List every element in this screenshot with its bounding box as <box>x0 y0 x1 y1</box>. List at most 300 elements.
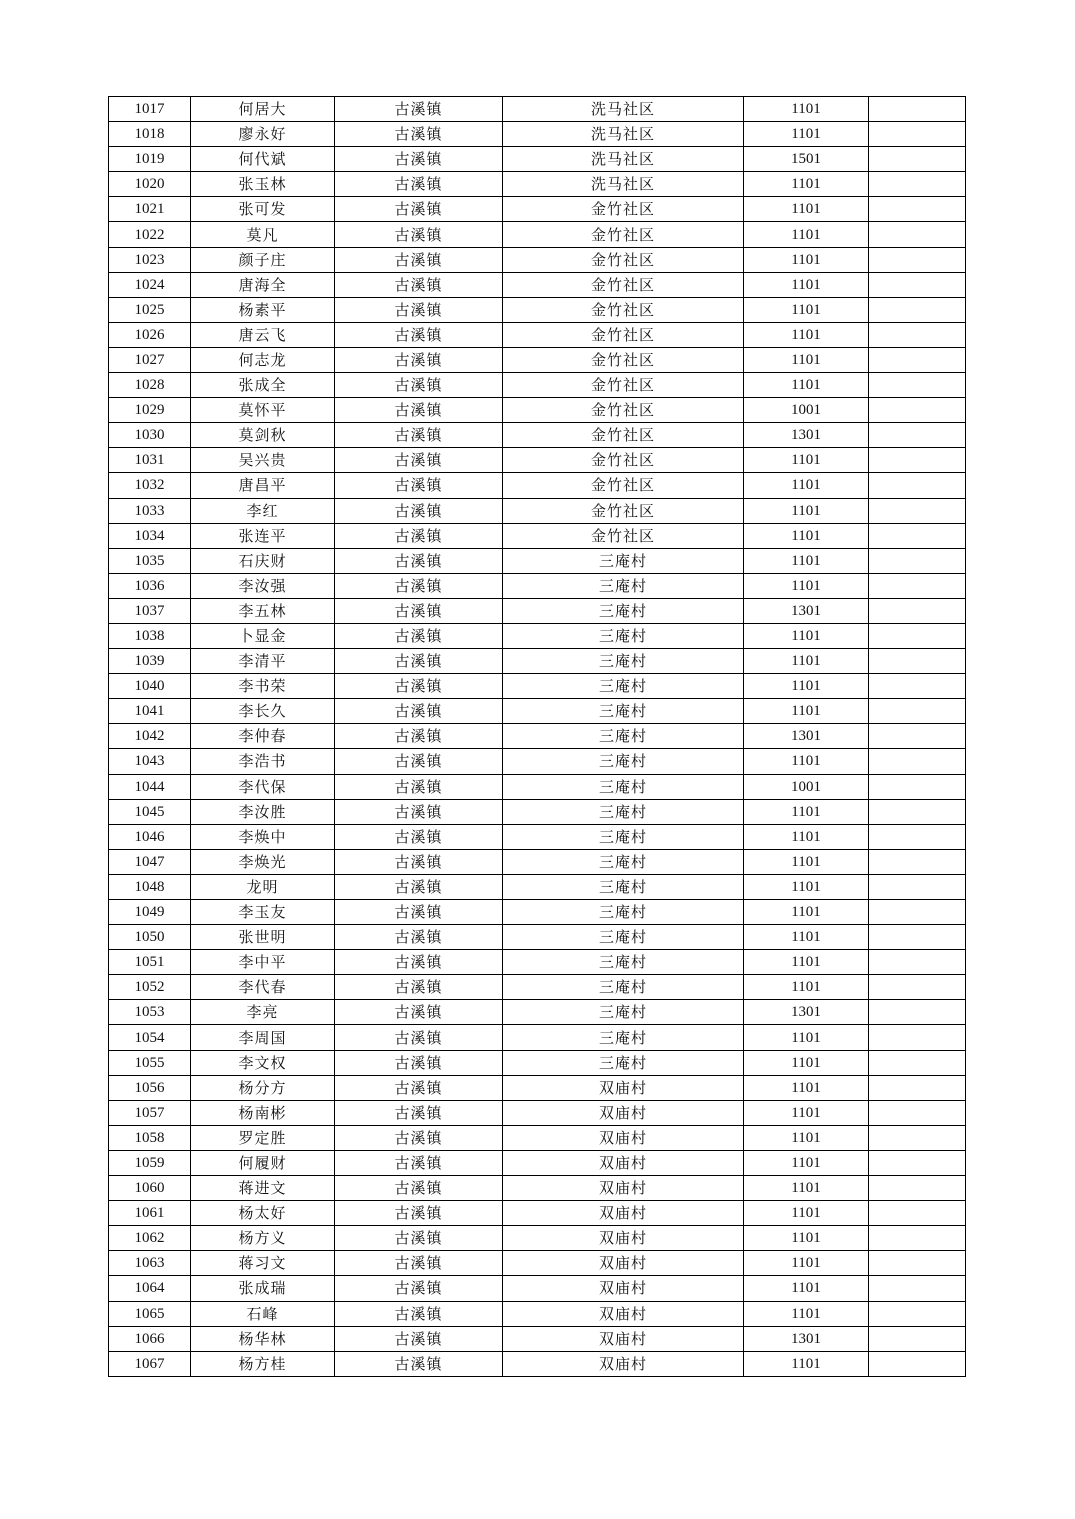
row-number-cell: 1027 <box>109 347 191 372</box>
row-number-cell: 1022 <box>109 222 191 247</box>
table-row <box>109 849 966 874</box>
note-cell <box>869 975 966 1000</box>
code-cell: 1001 <box>744 774 869 799</box>
town-cell: 古溪镇 <box>335 1050 503 1075</box>
town-cell: 古溪镇 <box>335 498 503 523</box>
town-cell: 古溪镇 <box>335 1201 503 1226</box>
table-row <box>109 473 966 498</box>
community-cell: 双庙村 <box>503 1226 744 1251</box>
code-cell: 1301 <box>744 1326 869 1351</box>
note-cell <box>869 1150 966 1175</box>
code-cell: 1101 <box>744 799 869 824</box>
town-cell: 古溪镇 <box>335 1351 503 1376</box>
table-row <box>109 1125 966 1150</box>
community-cell: 金竹社区 <box>503 423 744 448</box>
code-cell: 1101 <box>744 272 869 297</box>
person-name-cell: 李亮 <box>191 1000 335 1025</box>
code-cell: 1101 <box>744 900 869 925</box>
community-cell: 金竹社区 <box>503 398 744 423</box>
town-cell: 古溪镇 <box>335 247 503 272</box>
community-cell: 双庙村 <box>503 1176 744 1201</box>
table-row <box>109 297 966 322</box>
row-number-cell: 1064 <box>109 1276 191 1301</box>
code-cell: 1101 <box>744 97 869 122</box>
person-name-cell: 杨方义 <box>191 1226 335 1251</box>
town-cell: 古溪镇 <box>335 724 503 749</box>
note-cell <box>869 272 966 297</box>
table-row <box>109 699 966 724</box>
table-row <box>109 423 966 448</box>
note-cell <box>869 523 966 548</box>
person-name-cell: 何代斌 <box>191 147 335 172</box>
table-row <box>109 749 966 774</box>
code-cell: 1101 <box>744 122 869 147</box>
note-cell <box>869 347 966 372</box>
row-number-cell: 1029 <box>109 398 191 423</box>
row-number-cell: 1066 <box>109 1326 191 1351</box>
table-row <box>109 598 966 623</box>
person-name-cell: 唐云飞 <box>191 322 335 347</box>
community-cell: 三庵村 <box>503 699 744 724</box>
table-row <box>109 1351 966 1376</box>
note-cell <box>869 950 966 975</box>
row-number-cell: 1052 <box>109 975 191 1000</box>
person-name-cell: 杨南彬 <box>191 1100 335 1125</box>
row-number-cell: 1018 <box>109 122 191 147</box>
row-number-cell: 1055 <box>109 1050 191 1075</box>
town-cell: 古溪镇 <box>335 97 503 122</box>
table-row <box>109 498 966 523</box>
table-row <box>109 799 966 824</box>
table-row <box>109 272 966 297</box>
community-cell: 三庵村 <box>503 674 744 699</box>
code-cell: 1101 <box>744 1276 869 1301</box>
person-name-cell: 何志龙 <box>191 347 335 372</box>
town-cell: 古溪镇 <box>335 297 503 322</box>
community-cell: 金竹社区 <box>503 247 744 272</box>
person-name-cell: 罗定胜 <box>191 1125 335 1150</box>
row-number-cell: 1032 <box>109 473 191 498</box>
table-row <box>109 649 966 674</box>
community-cell: 三庵村 <box>503 950 744 975</box>
community-cell: 金竹社区 <box>503 297 744 322</box>
table-row <box>109 197 966 222</box>
person-name-cell: 杨分方 <box>191 1075 335 1100</box>
row-number-cell: 1033 <box>109 498 191 523</box>
table-row <box>109 1100 966 1125</box>
row-number-cell: 1048 <box>109 874 191 899</box>
note-cell <box>869 1326 966 1351</box>
row-number-cell: 1021 <box>109 197 191 222</box>
note-cell <box>869 197 966 222</box>
town-cell: 古溪镇 <box>335 1075 503 1100</box>
town-cell: 古溪镇 <box>335 548 503 573</box>
table-row <box>109 1276 966 1301</box>
community-cell: 三庵村 <box>503 824 744 849</box>
community-cell: 双庙村 <box>503 1150 744 1175</box>
row-number-cell: 1059 <box>109 1150 191 1175</box>
code-cell: 1101 <box>744 448 869 473</box>
note-cell <box>869 122 966 147</box>
note-cell <box>869 247 966 272</box>
town-cell: 古溪镇 <box>335 598 503 623</box>
community-cell: 金竹社区 <box>503 373 744 398</box>
table-row <box>109 147 966 172</box>
community-cell: 金竹社区 <box>503 473 744 498</box>
row-number-cell: 1034 <box>109 523 191 548</box>
note-cell <box>869 724 966 749</box>
row-number-cell: 1025 <box>109 297 191 322</box>
code-cell: 1101 <box>744 1176 869 1201</box>
table-row <box>109 674 966 699</box>
code-cell: 1101 <box>744 1075 869 1100</box>
code-cell: 1101 <box>744 573 869 598</box>
town-cell: 古溪镇 <box>335 172 503 197</box>
person-name-cell: 李汝强 <box>191 573 335 598</box>
community-cell: 洗马社区 <box>503 147 744 172</box>
table-row <box>109 398 966 423</box>
code-cell: 1301 <box>744 1000 869 1025</box>
note-cell <box>869 573 966 598</box>
community-cell: 双庙村 <box>503 1276 744 1301</box>
town-cell: 古溪镇 <box>335 975 503 1000</box>
row-number-cell: 1020 <box>109 172 191 197</box>
town-cell: 古溪镇 <box>335 473 503 498</box>
row-number-cell: 1024 <box>109 272 191 297</box>
note-cell <box>869 900 966 925</box>
note-cell <box>869 97 966 122</box>
person-name-cell: 颜子庄 <box>191 247 335 272</box>
row-number-cell: 1057 <box>109 1100 191 1125</box>
community-cell: 金竹社区 <box>503 498 744 523</box>
town-cell: 古溪镇 <box>335 1025 503 1050</box>
note-cell <box>869 498 966 523</box>
note-cell <box>869 849 966 874</box>
person-name-cell: 张世明 <box>191 925 335 950</box>
table-row <box>109 523 966 548</box>
town-cell: 古溪镇 <box>335 824 503 849</box>
code-cell: 1101 <box>744 874 869 899</box>
row-number-cell: 1019 <box>109 147 191 172</box>
person-name-cell: 张成全 <box>191 373 335 398</box>
person-name-cell: 莫剑秋 <box>191 423 335 448</box>
note-cell <box>869 1100 966 1125</box>
person-name-cell: 李书荣 <box>191 674 335 699</box>
person-name-cell: 莫怀平 <box>191 398 335 423</box>
note-cell <box>869 473 966 498</box>
person-name-cell: 杨方桂 <box>191 1351 335 1376</box>
table-row <box>109 247 966 272</box>
note-cell <box>869 674 966 699</box>
row-number-cell: 1030 <box>109 423 191 448</box>
town-cell: 古溪镇 <box>335 573 503 598</box>
note-cell <box>869 649 966 674</box>
code-cell: 1101 <box>744 1301 869 1326</box>
row-number-cell: 1037 <box>109 598 191 623</box>
code-cell: 1101 <box>744 498 869 523</box>
person-name-cell: 张连平 <box>191 523 335 548</box>
row-number-cell: 1046 <box>109 824 191 849</box>
table-row <box>109 373 966 398</box>
row-number-cell: 1054 <box>109 1025 191 1050</box>
row-number-cell: 1041 <box>109 699 191 724</box>
note-cell <box>869 1301 966 1326</box>
community-cell: 三庵村 <box>503 1025 744 1050</box>
community-cell: 金竹社区 <box>503 222 744 247</box>
code-cell: 1301 <box>744 598 869 623</box>
code-cell: 1101 <box>744 197 869 222</box>
table-row <box>109 1025 966 1050</box>
row-number-cell: 1047 <box>109 849 191 874</box>
code-cell: 1501 <box>744 147 869 172</box>
community-cell: 三庵村 <box>503 925 744 950</box>
code-cell: 1101 <box>744 1150 869 1175</box>
code-cell: 1101 <box>744 623 869 648</box>
town-cell: 古溪镇 <box>335 272 503 297</box>
town-cell: 古溪镇 <box>335 925 503 950</box>
code-cell: 1101 <box>744 548 869 573</box>
row-number-cell: 1049 <box>109 900 191 925</box>
row-number-cell: 1053 <box>109 1000 191 1025</box>
town-cell: 古溪镇 <box>335 849 503 874</box>
table-row <box>109 97 966 122</box>
person-name-cell: 李长久 <box>191 699 335 724</box>
person-name-cell: 蒋进文 <box>191 1176 335 1201</box>
town-cell: 古溪镇 <box>335 900 503 925</box>
code-cell: 1101 <box>744 1125 869 1150</box>
town-cell: 古溪镇 <box>335 1226 503 1251</box>
code-cell: 1101 <box>744 297 869 322</box>
note-cell <box>869 1000 966 1025</box>
town-cell: 古溪镇 <box>335 523 503 548</box>
row-number-cell: 1038 <box>109 623 191 648</box>
person-name-cell: 唐昌平 <box>191 473 335 498</box>
note-cell <box>869 1025 966 1050</box>
table-row <box>109 874 966 899</box>
code-cell: 1101 <box>744 849 869 874</box>
community-cell: 三庵村 <box>503 975 744 1000</box>
table-row <box>109 122 966 147</box>
note-cell <box>869 322 966 347</box>
town-cell: 古溪镇 <box>335 222 503 247</box>
row-number-cell: 1042 <box>109 724 191 749</box>
town-cell: 古溪镇 <box>335 699 503 724</box>
note-cell <box>869 1176 966 1201</box>
town-cell: 古溪镇 <box>335 950 503 975</box>
town-cell: 古溪镇 <box>335 1301 503 1326</box>
code-cell: 1101 <box>744 1025 869 1050</box>
table-row <box>109 222 966 247</box>
town-cell: 古溪镇 <box>335 1176 503 1201</box>
table-row <box>109 824 966 849</box>
town-cell: 古溪镇 <box>335 649 503 674</box>
note-cell <box>869 1276 966 1301</box>
person-name-cell: 张玉林 <box>191 172 335 197</box>
person-name-cell: 龙明 <box>191 874 335 899</box>
note-cell <box>869 598 966 623</box>
person-name-cell: 廖永好 <box>191 122 335 147</box>
person-name-cell: 李五林 <box>191 598 335 623</box>
row-number-cell: 1044 <box>109 774 191 799</box>
code-cell: 1101 <box>744 473 869 498</box>
note-cell <box>869 774 966 799</box>
row-number-cell: 1058 <box>109 1125 191 1150</box>
table-row <box>109 1075 966 1100</box>
town-cell: 古溪镇 <box>335 322 503 347</box>
table-row <box>109 774 966 799</box>
table-row <box>109 623 966 648</box>
community-cell: 金竹社区 <box>503 448 744 473</box>
row-number-cell: 1017 <box>109 97 191 122</box>
person-name-cell: 李中平 <box>191 950 335 975</box>
note-cell <box>869 423 966 448</box>
person-name-cell: 张可发 <box>191 197 335 222</box>
person-name-cell: 张成瑞 <box>191 1276 335 1301</box>
table-row <box>109 573 966 598</box>
row-number-cell: 1051 <box>109 950 191 975</box>
row-number-cell: 1035 <box>109 548 191 573</box>
community-cell: 三庵村 <box>503 598 744 623</box>
community-cell: 双庙村 <box>503 1201 744 1226</box>
table-row <box>109 322 966 347</box>
row-number-cell: 1040 <box>109 674 191 699</box>
code-cell: 1101 <box>744 1201 869 1226</box>
town-cell: 古溪镇 <box>335 799 503 824</box>
town-cell: 古溪镇 <box>335 1000 503 1025</box>
community-cell: 三庵村 <box>503 724 744 749</box>
code-cell: 1101 <box>744 649 869 674</box>
person-name-cell: 李代保 <box>191 774 335 799</box>
table-row <box>109 1326 966 1351</box>
roster-table-body <box>109 97 966 1377</box>
town-cell: 古溪镇 <box>335 1326 503 1351</box>
row-number-cell: 1067 <box>109 1351 191 1376</box>
person-name-cell: 李汝胜 <box>191 799 335 824</box>
code-cell: 1301 <box>744 724 869 749</box>
town-cell: 古溪镇 <box>335 1100 503 1125</box>
town-cell: 古溪镇 <box>335 1251 503 1276</box>
town-cell: 古溪镇 <box>335 774 503 799</box>
person-name-cell: 李周国 <box>191 1025 335 1050</box>
person-name-cell: 杨太好 <box>191 1201 335 1226</box>
code-cell: 1101 <box>744 1351 869 1376</box>
note-cell <box>869 1125 966 1150</box>
community-cell: 三庵村 <box>503 849 744 874</box>
person-name-cell: 李玉友 <box>191 900 335 925</box>
code-cell: 1101 <box>744 347 869 372</box>
town-cell: 古溪镇 <box>335 197 503 222</box>
code-cell: 1101 <box>744 1226 869 1251</box>
row-number-cell: 1039 <box>109 649 191 674</box>
table-row <box>109 1251 966 1276</box>
row-number-cell: 1028 <box>109 373 191 398</box>
person-name-cell: 卜显金 <box>191 623 335 648</box>
community-cell: 洗马社区 <box>503 97 744 122</box>
row-number-cell: 1060 <box>109 1176 191 1201</box>
town-cell: 古溪镇 <box>335 1276 503 1301</box>
person-name-cell: 李浩书 <box>191 749 335 774</box>
community-cell: 双庙村 <box>503 1326 744 1351</box>
code-cell: 1001 <box>744 398 869 423</box>
note-cell <box>869 373 966 398</box>
community-cell: 洗马社区 <box>503 172 744 197</box>
note-cell <box>869 1251 966 1276</box>
person-name-cell: 李代春 <box>191 975 335 1000</box>
person-name-cell: 蒋习文 <box>191 1251 335 1276</box>
community-cell: 双庙村 <box>503 1351 744 1376</box>
community-cell: 三庵村 <box>503 900 744 925</box>
table-row <box>109 900 966 925</box>
note-cell <box>869 448 966 473</box>
code-cell: 1101 <box>744 172 869 197</box>
table-row <box>109 1226 966 1251</box>
person-name-cell: 吴兴贵 <box>191 448 335 473</box>
table-row <box>109 1176 966 1201</box>
row-number-cell: 1031 <box>109 448 191 473</box>
person-name-cell: 杨素平 <box>191 297 335 322</box>
table-row <box>109 1000 966 1025</box>
person-name-cell: 杨华林 <box>191 1326 335 1351</box>
person-name-cell: 莫凡 <box>191 222 335 247</box>
table-row <box>109 448 966 473</box>
table-row <box>109 1201 966 1226</box>
community-cell: 洗马社区 <box>503 122 744 147</box>
town-cell: 古溪镇 <box>335 448 503 473</box>
row-number-cell: 1063 <box>109 1251 191 1276</box>
person-name-cell: 李清平 <box>191 649 335 674</box>
roster-table <box>108 96 966 1377</box>
table-row <box>109 975 966 1000</box>
code-cell: 1101 <box>744 674 869 699</box>
code-cell: 1101 <box>744 950 869 975</box>
code-cell: 1301 <box>744 423 869 448</box>
row-number-cell: 1061 <box>109 1201 191 1226</box>
table-row <box>109 925 966 950</box>
person-name-cell: 李仲春 <box>191 724 335 749</box>
table-row <box>109 1301 966 1326</box>
person-name-cell: 唐海全 <box>191 272 335 297</box>
town-cell: 古溪镇 <box>335 122 503 147</box>
row-number-cell: 1045 <box>109 799 191 824</box>
town-cell: 古溪镇 <box>335 749 503 774</box>
code-cell: 1101 <box>744 1100 869 1125</box>
town-cell: 古溪镇 <box>335 347 503 372</box>
person-name-cell: 何居大 <box>191 97 335 122</box>
town-cell: 古溪镇 <box>335 398 503 423</box>
table-row <box>109 172 966 197</box>
note-cell <box>869 222 966 247</box>
community-cell: 三庵村 <box>503 623 744 648</box>
code-cell: 1101 <box>744 247 869 272</box>
person-name-cell: 李焕光 <box>191 849 335 874</box>
note-cell <box>869 1226 966 1251</box>
community-cell: 三庵村 <box>503 874 744 899</box>
town-cell: 古溪镇 <box>335 147 503 172</box>
row-number-cell: 1065 <box>109 1301 191 1326</box>
row-number-cell: 1056 <box>109 1075 191 1100</box>
row-number-cell: 1023 <box>109 247 191 272</box>
note-cell <box>869 548 966 573</box>
code-cell: 1101 <box>744 824 869 849</box>
document-page <box>108 96 965 1377</box>
note-cell <box>869 1075 966 1100</box>
code-cell: 1101 <box>744 1251 869 1276</box>
person-name-cell: 李红 <box>191 498 335 523</box>
community-cell: 三庵村 <box>503 649 744 674</box>
community-cell: 双庙村 <box>503 1301 744 1326</box>
row-number-cell: 1026 <box>109 322 191 347</box>
community-cell: 双庙村 <box>503 1125 744 1150</box>
